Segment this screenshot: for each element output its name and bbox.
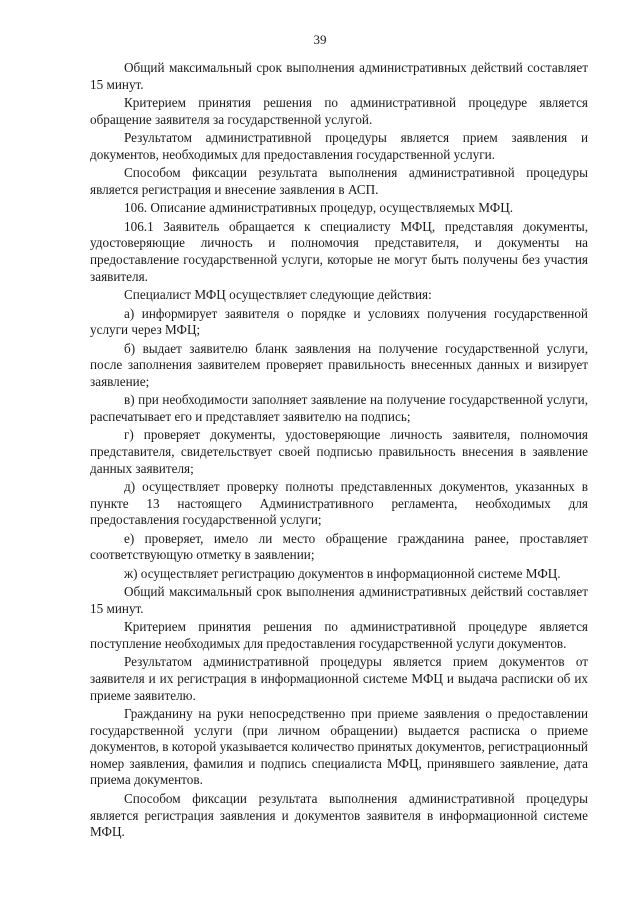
paragraph: Гражданину на руки непосредственно при приеме заявления о предоставлении государственной услуги (при личном обращении) выдается расписка о приеме документов, в которой указывается количество принятых документов, регистрационный номер заявления, фамилия и подпись специалиста МФЦ, принявшего заявление, дата приема документов. [90,706,588,788]
paragraph: 106.1 Заявитель обращается к специалисту МФЦ, представляя документы, удостоверяющие личность и полномочия представителя, и документы на предоставление государственной услуги, которые не могут быть получены без участия заявителя. [90,218,588,284]
paragraph: Способом фиксации результата выполнения административной процедуры является регистрация и внесение заявления в АСП. [90,165,588,197]
list-item: д) осуществляет проверку полноты представленных документов, указанных в пункте 13 настоящего Административного регламента, необходимых для предоставления государственной услуги; [90,479,588,528]
paragraph: Результатом административной процедуры является прием документов от заявителя и их регистрация в информационной системе МФЦ и выдача расписки об их приеме заявителю. [90,654,588,703]
paragraph: Критерием принятия решения по административной процедуре является поступление необходимых для предоставления государственной услуги документов. [90,619,588,651]
list-item: б) выдает заявителю бланк заявления на получение государственной услуги, после заполнения заявителем проверяет правильность внесенных данных и визирует заявление; [90,340,588,389]
list-item: г) проверяет документы, удостоверяющие личность заявителя, полномочия представителя, свидетельствует своей подписью правильность внесения в заявление данных заявителя; [90,427,588,476]
paragraph: Специалист МФЦ осуществляет следующие действия: [124,287,432,303]
list-item: ж) осуществляет регистрацию документов в информационной системе МФЦ. [124,565,561,581]
page-number: 39 [313,32,327,47]
paragraph: Общий максимальный срок выполнения административных действий составляет 15 минут. [90,60,588,92]
list-item: а) информирует заявителя о порядке и условиях получения государственной услуги через МФЦ; [90,305,588,338]
paragraph: 106. Описание административных процедур, осуществляемых МФЦ. [124,200,514,216]
paragraph: Общий максимальный срок выполнения административных действий составляет 15 минут. [90,584,588,616]
paragraph: Способом фиксации результата выполнения административной процедуры является регистрация заявления и документов заявителя в информационной системе МФЦ. [90,790,588,840]
list-item: е) проверяет, имело ли место обращение гражданина ранее, проставляет соответствующую отметку в заявлении; [90,530,588,563]
document-body [90,60,588,843]
list-item: в) при необходимости заполняет заявление на получение государственной услуги, распечатывает его и представляет заявителю на подпись; [90,392,588,424]
paragraph: Критерием принятия решения по административной процедуре является обращение заявителя за государственной услугой. [90,95,588,127]
paragraph: Результатом административной процедуры является прием заявления и документов, необходимых для предоставления государственной услуги. [90,130,588,162]
